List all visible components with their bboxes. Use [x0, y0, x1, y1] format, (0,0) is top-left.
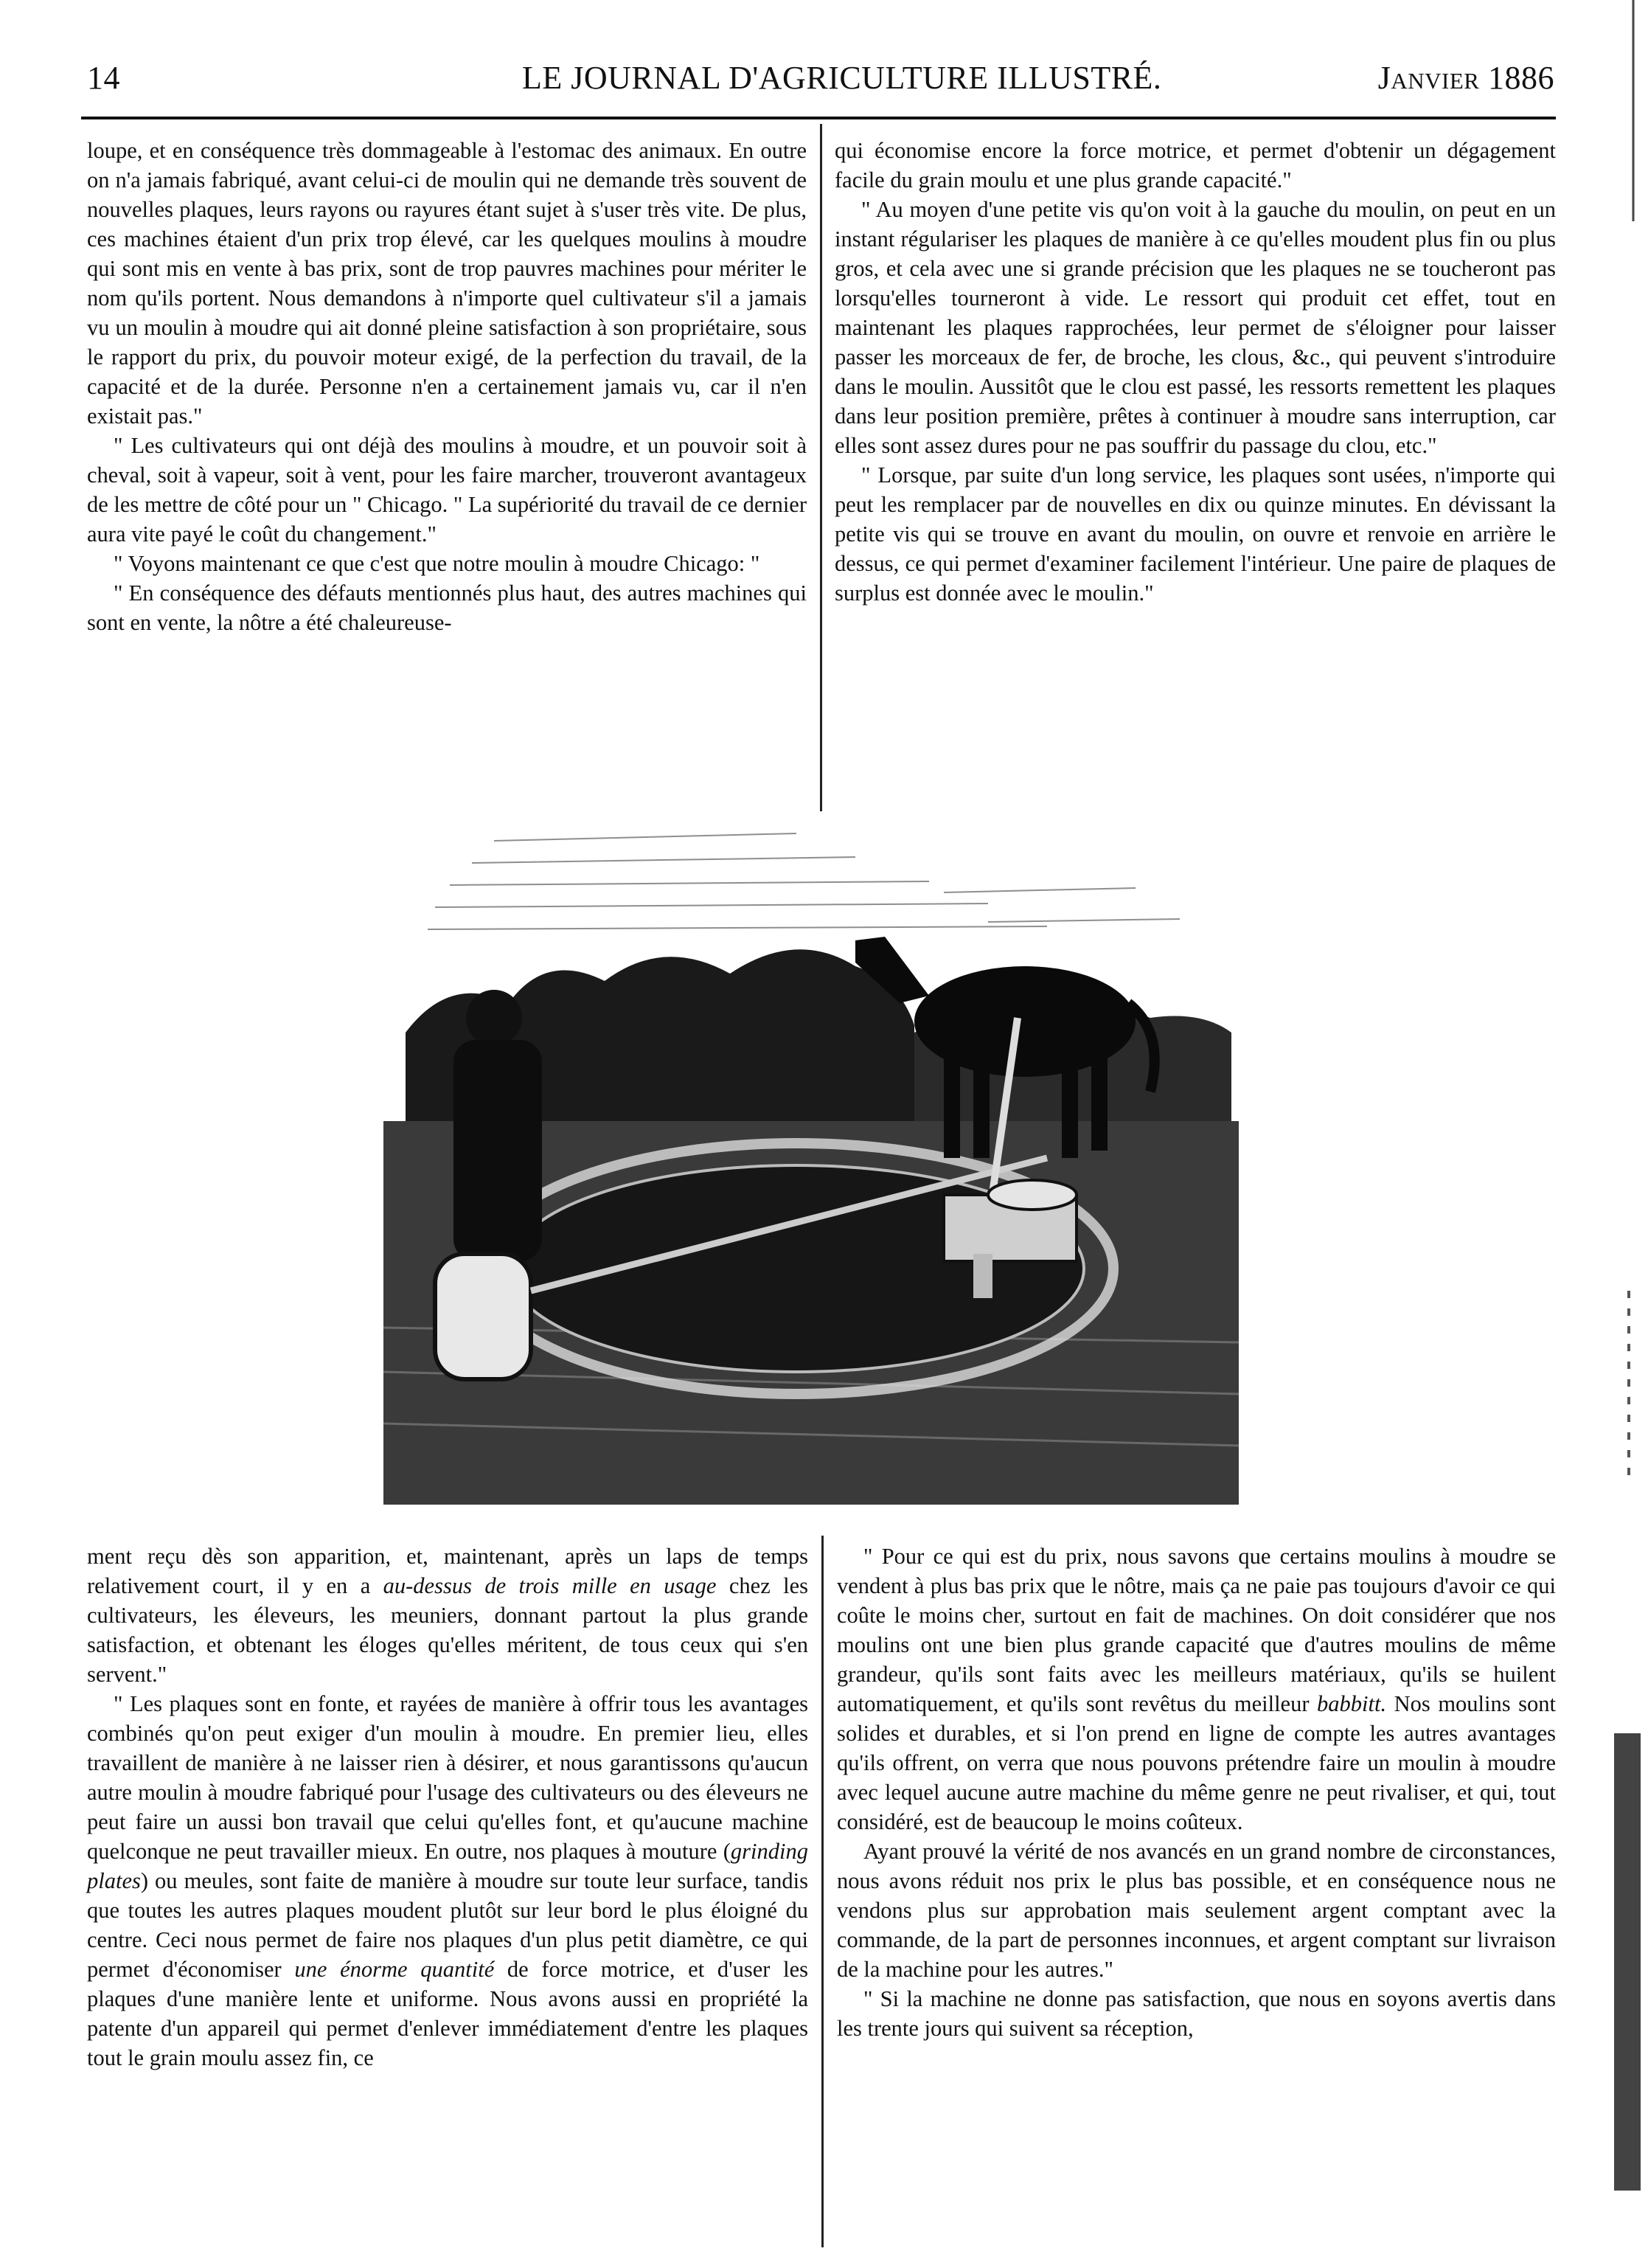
- text-run: ment reçu dès son apparition, et, maintenant, après un laps de temps relativement court, il y en a: [87, 1544, 808, 1598]
- column-divider: [820, 124, 822, 898]
- column-bottom-right: [837, 1542, 1556, 2043]
- paragraph: [87, 1689, 808, 2073]
- paragraph: " Au moyen d'une petite vis qu'on voit à la gauche du moulin, on peut en un instant régulariser les plaques de manière à ce qu'elles moudent plus fin ou plus gros, et cela avec une si grande précision que les plaques ne se toucheront pas lorsqu'elles tourneront à vide. Le ressort qui produit cet effet, tout en maintenant les plaques rapprochées, leur permet de s'éloigner pour laisser passer les morceaux de fer, de broche, les clous, &c., qui peuvent s'introduire dans le moulin. Aussitôt que le clou est passé, les ressorts remettent les plaques dans leur position première, prêtes à continuer à moudre sans interruption, car elles sont assez dures pour ne pas souffrir du passage du clou, etc.": [835, 197, 1556, 458]
- paragraph: " Lorsque, par suite d'un long service, les plaques sont usées, n'importe qui peut les remplacer par de nouvelles en dix ou quinze minutes. En dévissant la petite vis qui se trouve en avant du moulin, on ouvre et renvoie en arrière le dessus, ce qui permet d'examiner facilement l'intérieur. Une paire de plaques de surplus est donnée avec le moulin.": [835, 462, 1556, 606]
- text-run: Nos moulins sont solides et durables, et si l'on prend en ligne de compte les autres avantages qu'ils offrent, on verra que nous pouvons prétendre faire un moulin à moudre avec lequel aucune autre machine du même genre ne peut rivaliser, et qui, tout considéré, est de beaucoup le moins coûteux.: [837, 1691, 1557, 1834]
- text-run: ) ou meules, sont faite de manière à moudre sur toute leur surface, tandis que toutes les autres plaques moudent plutôt sur leur bord le plus éloigné du centre. Ceci nous permet de faire nos plaques d'un plus petit diamètre, ce qui permet d'économiser: [87, 1868, 808, 1982]
- column-bottom-left: [87, 1542, 808, 2073]
- text-run: chez les cultivateurs, les éleveurs, les meuniers, donnant partout la plus grande satisfaction, et obtenant les éloges qu'elles méritent, de tous ceux qui s'en servent.": [87, 1573, 809, 1687]
- engraving-svg: [383, 811, 1239, 1505]
- issue-date: Janvier 1886: [1377, 60, 1554, 96]
- column-top-left: [87, 136, 807, 637]
- page-number: 14: [87, 60, 120, 96]
- paragraph: qui économise encore la force motrice, et permet d'obtenir un dégagement facile du grain moulu et une plus grande capacité.": [835, 138, 1556, 193]
- text-run: " Les plaques sont en fonte, et rayées de manière à offrir tous les avantages combinés qu'on peut exiger d'un moulin à moudre. En premier lieu, elles travaillent de manière à ne laisser rien à désirer, et nous garantissons qu'aucun autre moulin à moudre fabriqué pour l'usage des cultivateurs ou des éleveurs ne peut faire un aussi bon travail que celui qu'elles font, et qu'aucune machine quelconque ne peut travailler mieux. En outre, nos plaques à mouture (: [87, 1691, 808, 1864]
- paragraph: " En conséquence des défauts mentionnés plus haut, des autres machines qui sont en vente, la nôtre a été chaleureuse-: [87, 580, 807, 635]
- paragraph: " Les cultivateurs qui ont déjà des moulins à moudre, et un pouvoir soit à cheval, soit à vapeur, soit à vent, pour les faire marcher, trouveront avantageux de les mettre de côté pour un " Chicago. " La supériorité du travail de ce dernier aura vite payé le coût du changement.": [87, 433, 807, 547]
- paragraph: " Si la machine ne donne pas satisfaction, que nous en soyons avertis dans les trente jours qui suivent sa réception,: [837, 1986, 1556, 2041]
- page-header: [87, 52, 1554, 103]
- emphasis: au-dessus de trois mille en usage: [383, 1573, 717, 1598]
- paragraph: " Voyons maintenant ce que c'est que notre moulin à moudre Chicago: ": [114, 551, 760, 576]
- paragraph: [87, 1542, 808, 1689]
- header-rule: [81, 117, 1556, 119]
- emphasis: une énorme quantité: [294, 1957, 495, 1982]
- emphasis: babbitt.: [1317, 1691, 1387, 1716]
- emphasis: grinding plates: [87, 1839, 808, 1893]
- text-run: " Pour ce qui est du prix, nous savons que certains moulins à moudre se vendent à plus bas prix que le nôtre, mais ça ne paie pas toujours d'avoir ce qui coûte le moins cher, surtout en fait de machines. On doit considérer que nos moulins ont une bien plus grande capacité que d'autres moulins de même grandeur, qu'ils sont faits avec les meilleurs matériaux, qu'ils se huilent automatiquement, et qu'ils sont revêtus du meilleur: [837, 1544, 1556, 1716]
- page-edge-artifacts: [1611, 0, 1641, 2268]
- text-run: de force motrice, et d'user les plaques d'une manière lente et uniforme. Nous avons aussi en propriété la patente d'un appareil qui permet d'enlever immédiatement d'entre les plaques tout le grain moulu assez fin, ce: [87, 1957, 809, 2070]
- journal-title: LE JOURNAL D'AGRICULTURE ILLUSTRÉ.: [522, 60, 1162, 96]
- column-divider: [821, 1536, 824, 2247]
- column-top-right: [835, 136, 1556, 608]
- engraving-horse-powered-mill: [383, 811, 1239, 1505]
- paragraph: loupe, et en conséquence très dommageable à l'estomac des animaux. En outre on n'a jamais fabriqué, avant celui-ci de moulin qui ne demande très souvent de nouvelles plaques, leurs rayons ou rayures étant sujet à s'user très vite. De plus, ces machines étaient d'un prix trop élevé, car les quelques moulins à moudre qui sont mis en vente à bas prix, sont de trop pauvres machines pour mériter le nom qu'ils portent. Nous demandons à n'importe quel cultivateur s'il a jamais vu un moulin à moudre qui ait donné pleine satisfaction à son propriétaire, sous le rapport du prix, du pouvoir moteur exigé, de la perfection du travail, de la capacité et de la durée. Personne n'en a certainement jamais vu, car il n'en existait pas.": [87, 138, 807, 429]
- paragraph: Ayant prouvé la vérité de nos avancés en un grand nombre de circonstances, nous avons réduit nos prix le plus bas possible, et en conséquence nous ne vendons plus sur approbation mais seulement argent comptant avec la commande, de la part de personnes inconnues, et argent comptant sur livraison de la machine pour les autres.": [837, 1839, 1556, 1982]
- paragraph: [837, 1542, 1556, 1837]
